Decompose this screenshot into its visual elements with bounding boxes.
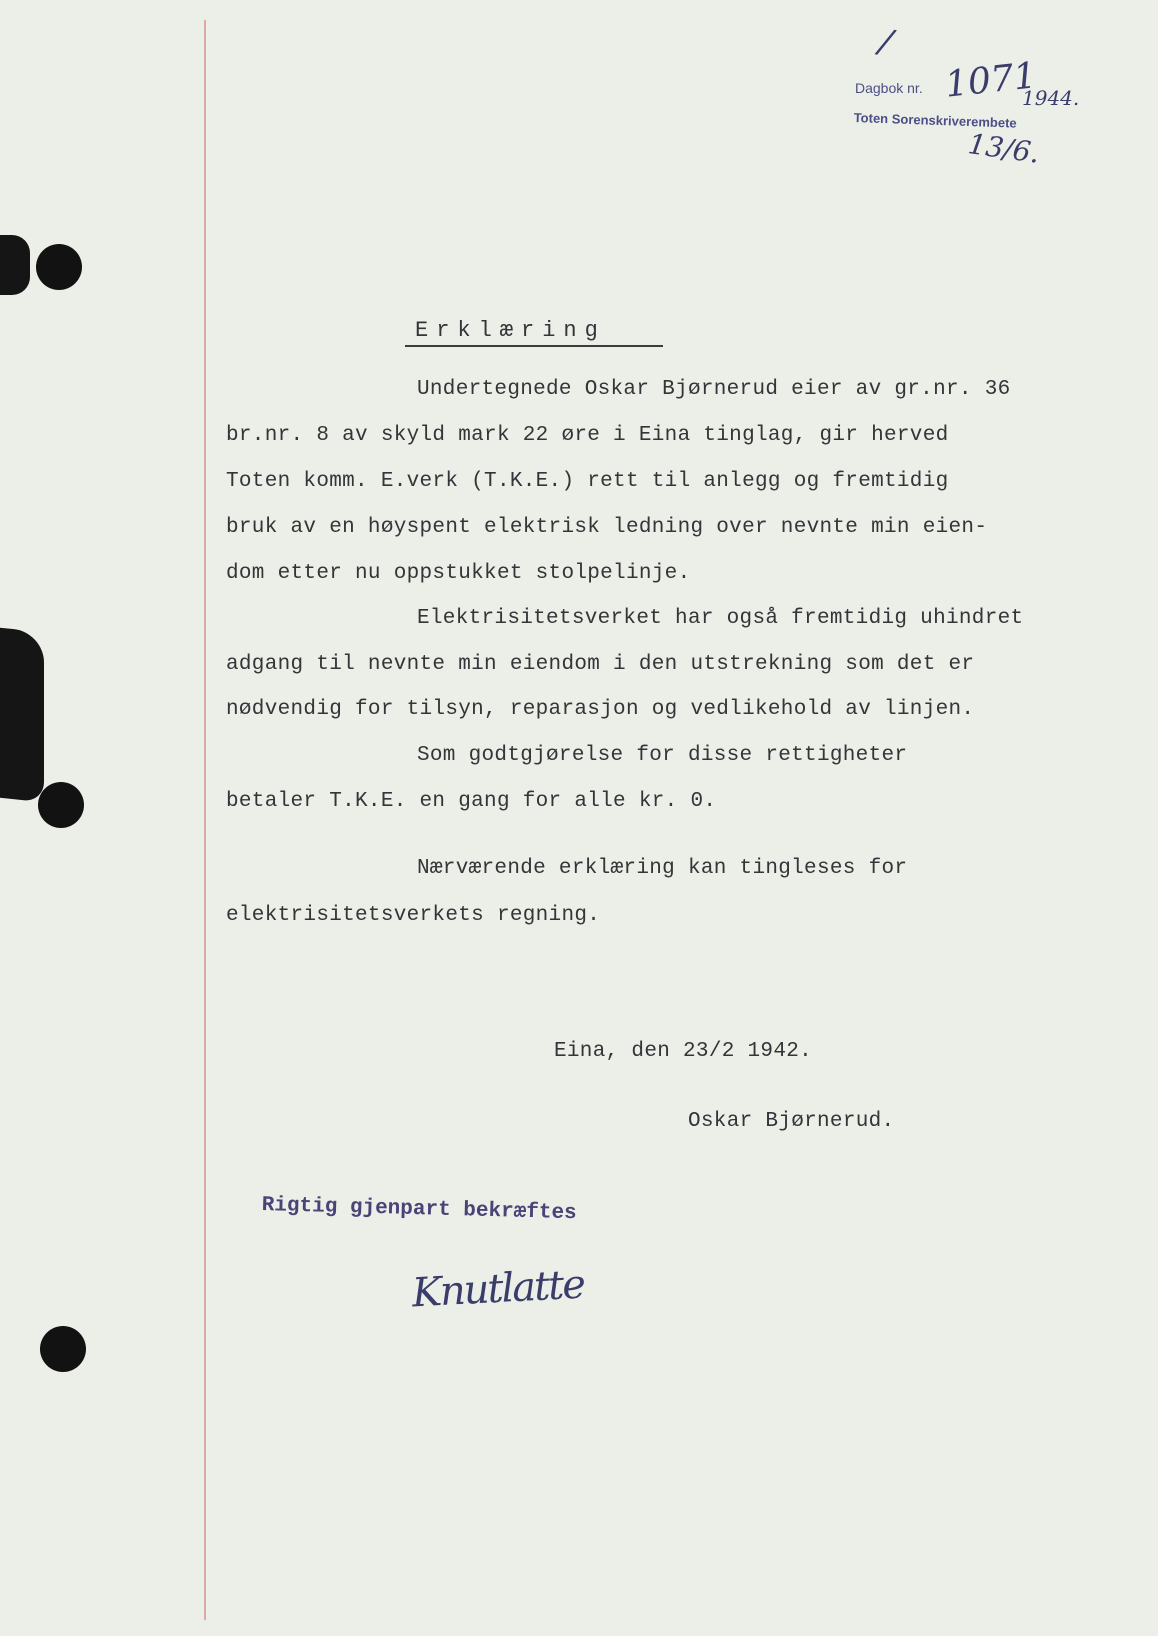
- punch-hole-middle: [38, 782, 84, 828]
- body-line-6: Elektrisitetsverket har også fremtidig uhindret: [417, 607, 1024, 630]
- torn-edge-middle: [0, 628, 44, 803]
- registry-date: 13/6.: [966, 127, 1042, 170]
- body-line-1: Undertegnede Oskar Bjørnerud eier av gr.nr. 36: [417, 378, 1011, 401]
- body-line-2: br.nr. 8 av skyld mark 22 øre i Eina tinglag, gir herved: [226, 424, 949, 447]
- registry-year: 1944.: [1022, 86, 1080, 110]
- place-date: Eina, den 23/2 1942.: [554, 1040, 813, 1063]
- document-title: Erklæring: [415, 318, 606, 343]
- signatory-name: Oskar Bjørnerud.: [688, 1110, 895, 1133]
- body-line-7: adgang til nevnte min eiendom i den utstrekning som det er: [226, 653, 975, 676]
- body-line-8: nødvendig for tilsyn, reparasjon og vedlikehold av linjen.: [226, 698, 975, 721]
- punch-hole-bottom: [40, 1326, 86, 1372]
- registry-mark: /: [875, 21, 896, 63]
- body-line-5: dom etter nu oppstukket stolpelinje.: [226, 562, 691, 585]
- registry-stamp-office: Toten Sorenskriverembete: [853, 110, 1017, 131]
- body-line-12: elektrisitetsverkets regning.: [226, 904, 601, 927]
- registry-stamp-label: Dagbok nr.: [855, 80, 923, 96]
- body-line-4: bruk av en høyspent elektrisk ledning over nevnte min eien-: [226, 516, 988, 539]
- margin-line: [204, 20, 206, 1620]
- torn-edge-top: [0, 235, 30, 295]
- body-line-11: Nærværende erklæring kan tingleses for: [417, 857, 908, 880]
- body-line-3: Toten komm. E.verk (T.K.E.) rett til anlegg og fremtidig: [226, 470, 949, 493]
- body-line-9: Som godtgjørelse for disse rettigheter: [417, 744, 908, 767]
- registry-number: 1071: [943, 55, 1039, 106]
- certification-stamp: Rigtig gjenpart bekræftes: [261, 1194, 577, 1226]
- title-underline: [405, 345, 663, 347]
- certification-signature: Knutlatte: [410, 1261, 586, 1317]
- body-line-10: betaler T.K.E. en gang for alle kr. 0.: [226, 790, 717, 813]
- punch-hole-top: [36, 244, 82, 290]
